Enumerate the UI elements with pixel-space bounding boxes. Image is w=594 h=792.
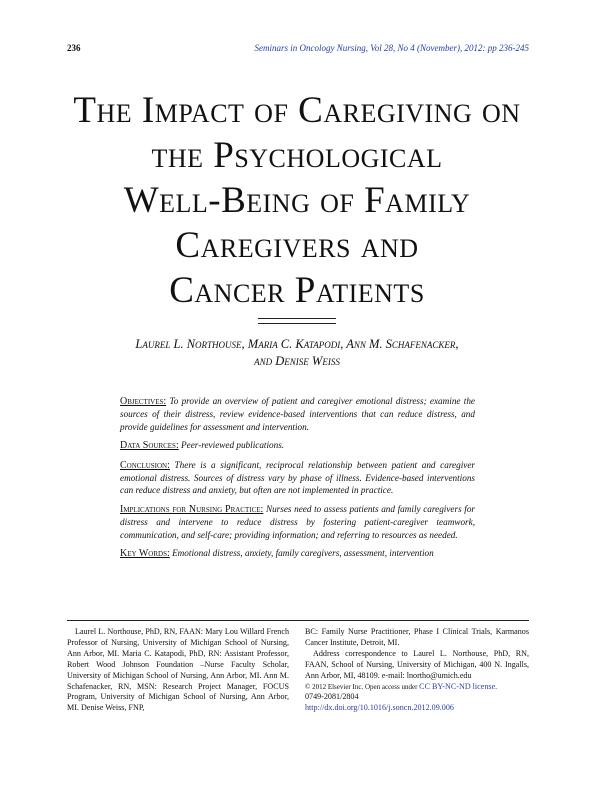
running-header <box>67 43 529 57</box>
abstract-heading: Implications for Nursing Practice: <box>120 503 264 515</box>
affiliation-continuation: BC: Family Nurse Practitioner, Phase I Clinical Trials, Karmanos Cancer Institute, Detroit, MI. <box>305 627 529 647</box>
abstract-heading: Objectives: <box>120 396 167 407</box>
authors-line-1: Laurel L. Northouse, Maria C. Katapodi, Ann M. Schafenacker, <box>135 337 459 351</box>
abstract-text: Emotional distress, anxiety, family caregivers, assessment, intervention <box>172 548 434 559</box>
abstract-data-sources <box>120 439 475 452</box>
copyright-line <box>305 682 529 693</box>
abstract-text: Nurses need to assess patients and family caregivers for distress and intervene to reduce distress by fostering patient-caregiver teamwork, communication, and self-care; providing information; and referring to resources as needed. <box>120 503 476 540</box>
title-line: Well-Being of Family <box>123 180 471 221</box>
abstract <box>120 395 475 566</box>
authors-line-2: and Denise Weiss <box>254 354 340 368</box>
title-divider <box>258 318 336 324</box>
article-title <box>40 88 554 313</box>
correspondence-address: Address correspondence to Laurel L. Northouse, PhD, RN, FAAN, School of Nursing, University of Michigan, 400 N. Ingalls, Ann Arbor, MI, 48109. e-mail: lnortho@umich.edu <box>305 648 529 680</box>
abstract-heading: Key Words: <box>120 548 170 560</box>
issn: 0749-2081/2804 <box>305 692 359 702</box>
title-line: Caregivers and <box>175 225 419 266</box>
journal-citation[interactable]: Seminars in Oncology Nursing, Vol 28, No 4 (November), 2012: pp 236-245 <box>254 43 529 53</box>
doi-link[interactable]: http://dx.doi.org/10.1016/j.soncn.2012.09.006 <box>305 703 454 713</box>
abstract-text: Peer-reviewed publications. <box>181 440 285 451</box>
abstract-heading: Data Sources: <box>120 440 179 452</box>
title-line: The Impact of Caregiving on <box>73 90 521 131</box>
footnote-divider <box>67 620 529 621</box>
title-line: Cancer Patients <box>169 270 425 311</box>
title-line: the Psychological <box>151 135 443 176</box>
page-number: 236 <box>67 43 81 53</box>
abstract-implications <box>120 503 475 541</box>
license-link[interactable]: CC BY-NC-ND license. <box>419 681 498 691</box>
abstract-heading: Conclusion: <box>120 459 170 471</box>
abstract-text: To provide an overview of patient and caregiver emotional distress; examine the sources of their distress, review evidence-based interventions that can reduce distress, and provide guidelines for assessment and intervention. <box>120 396 476 432</box>
abstract-conclusion <box>120 459 475 497</box>
copyright-text: © 2012 Elsevier Inc. Open access under <box>305 682 420 691</box>
abstract-text: There is a significant, reciprocal relationship between patient and caregiver emotional distress. Sources of distress vary by phase of illness. Evidence-based interventions can reduce distress and anxiety, but often are not implemented in practice. <box>120 459 476 496</box>
author-list <box>60 336 534 370</box>
footnote-right <box>305 627 529 714</box>
author-affiliations: Laurel L. Northouse, PhD, RN, FAAN: Mary Lou Willard French Professor of Nursing, University of Michigan School of Nursing, Ann Arbor, MI. Maria C. Katapodi, PhD, RN: Assistant Professor, Robert Wood Johnson Foundation –Nurse Faculty Scholar, University of Michigan School of Nursing, Ann Arbor, MI. Ann M. Schafenacker, RN, MSN: Research Project Manager, FOCUS Program, University of Michigan School of Nursing, Ann Arbor, MI. Denise Weiss, FNP, <box>67 627 289 713</box>
abstract-objectives <box>120 395 475 433</box>
abstract-key-words <box>120 547 475 560</box>
